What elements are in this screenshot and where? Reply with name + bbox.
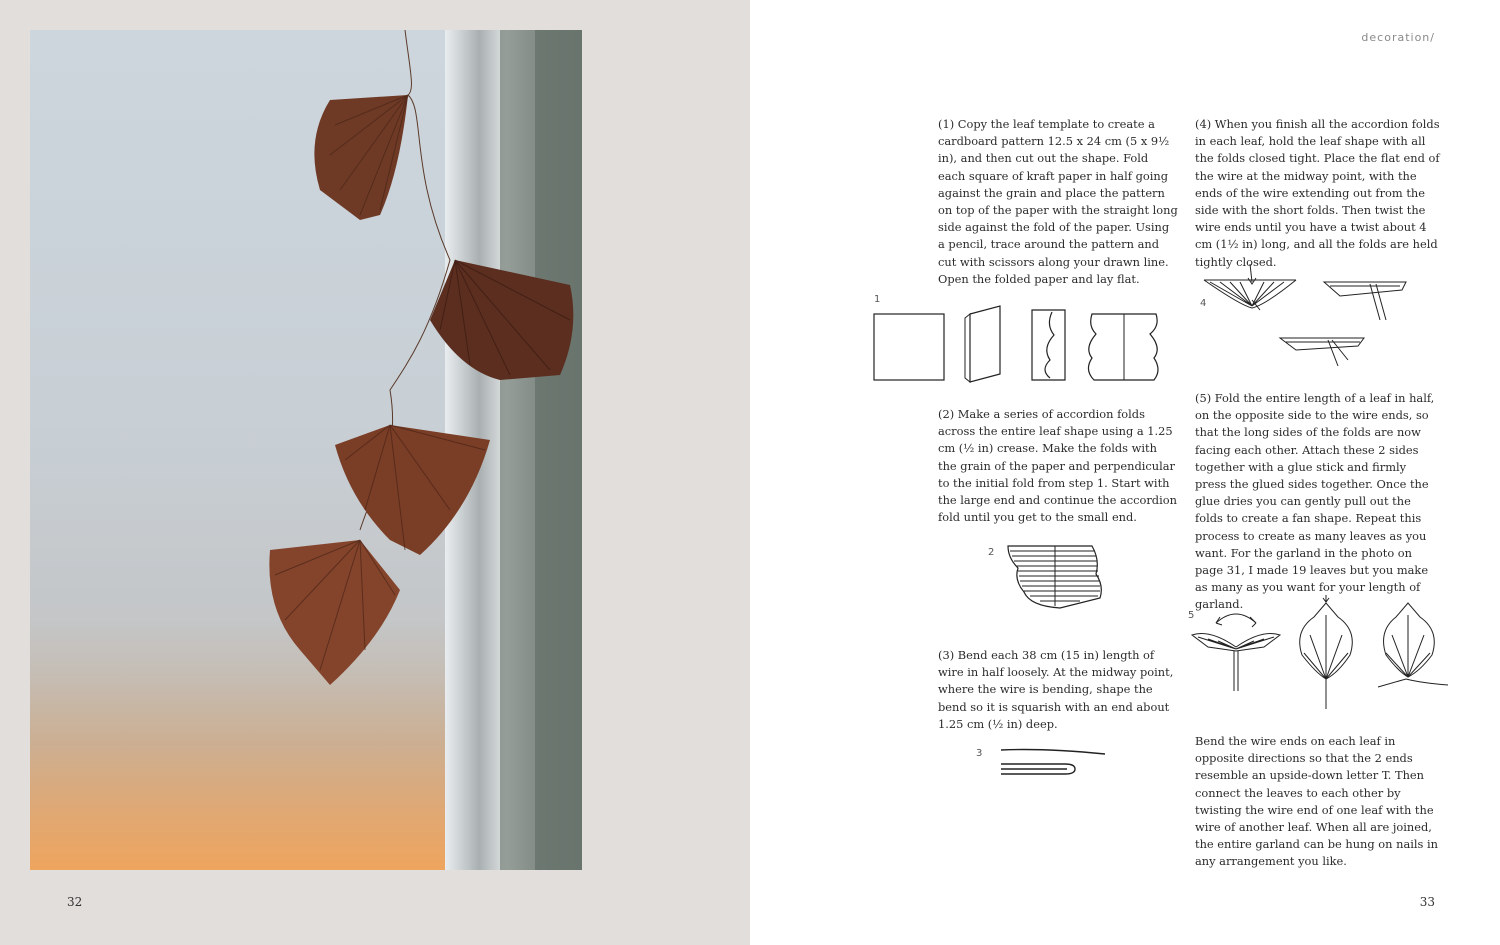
- figure-4-label: 4: [1200, 298, 1207, 309]
- figure-5-label: 5: [1188, 610, 1195, 621]
- garland-photo-art: [30, 30, 582, 870]
- figure-4-illustration: [1200, 260, 1440, 375]
- page-number-right: 33: [1419, 895, 1435, 909]
- running-head: decoration/: [1361, 31, 1435, 44]
- step-2-text: (2) Make a series of accordion folds across the entire leaf shape using a 1.25 cm (½ in) crease. Make the folds with the grain of the paper and perpendicular to the initial fold from step 1. Start with the large end and continue the accordion fold until you get to the small end.: [938, 407, 1177, 525]
- figure-1-label: 1: [874, 294, 881, 305]
- figure-5-illustration: [1186, 595, 1450, 715]
- figure-3-label: 3: [976, 748, 983, 759]
- step-1-text: (1) Copy the leaf template to create a cardboard pattern 12.5 x 24 cm (5 x 9½ in), and then cut out the shape. Fold each square of kraft paper in half going against the grain and place the pattern on top of the paper with the straight long side against the fold of the paper. Using a pencil, trace around the pattern and cut with scissors along your drawn line. Open the folded paper and lay flat.: [938, 117, 1178, 286]
- garland-photo: [30, 30, 582, 870]
- paper-leaf: [269, 540, 400, 685]
- figure-1-illustration: [870, 300, 1170, 390]
- paper-leaf: [314, 95, 408, 220]
- step-4-text: (4) When you finish all the accordion folds in each leaf, hold the leaf shape with all the folds closed tight. Place the flat end of the wire at the midway point, with the ends of the wire extending out from the side with the short folds. Then twist the wire ends until you have a twist about 4 cm (1½ in) long, and all the folds are held tightly closed.: [1195, 117, 1440, 269]
- step-3-text: (3) Bend each 38 cm (15 in) length of wire in half loosely. At the midway point, where the wire is bending, shape the bend so it is squarish with an end about 1.25 cm (½ in) deep.: [938, 648, 1174, 731]
- step-5-text: (5) Fold the entire length of a leaf in half, on the opposite side to the wire ends, so that the long sides of the folds are now facing each other. Attach these 2 sides together with a glue stick and firmly press the glued sides together. Once the glue dries you can gently pull out the folds to create a fan shape. Repeat this process to create as many leaves as you want. For the garland in the photo on page 31, I made 19 leaves but you make as many as you want for your length of garland.: [1195, 391, 1435, 612]
- figure-3-illustration: [995, 744, 1110, 784]
- right-page: [750, 0, 1500, 945]
- step-6-text: Bend the wire ends on each leaf in opposite directions so that the 2 ends resemble an upside-down letter T. Then connect the leaves to each other by twisting the wire end of one leaf with the wire of another leaf. When all are joined, the entire garland can be hung on nails in any arrangement you like.: [1195, 734, 1438, 869]
- figure-2-illustration: [1000, 540, 1110, 615]
- page-number-left: 32: [67, 895, 83, 909]
- figure-2-label: 2: [988, 547, 995, 558]
